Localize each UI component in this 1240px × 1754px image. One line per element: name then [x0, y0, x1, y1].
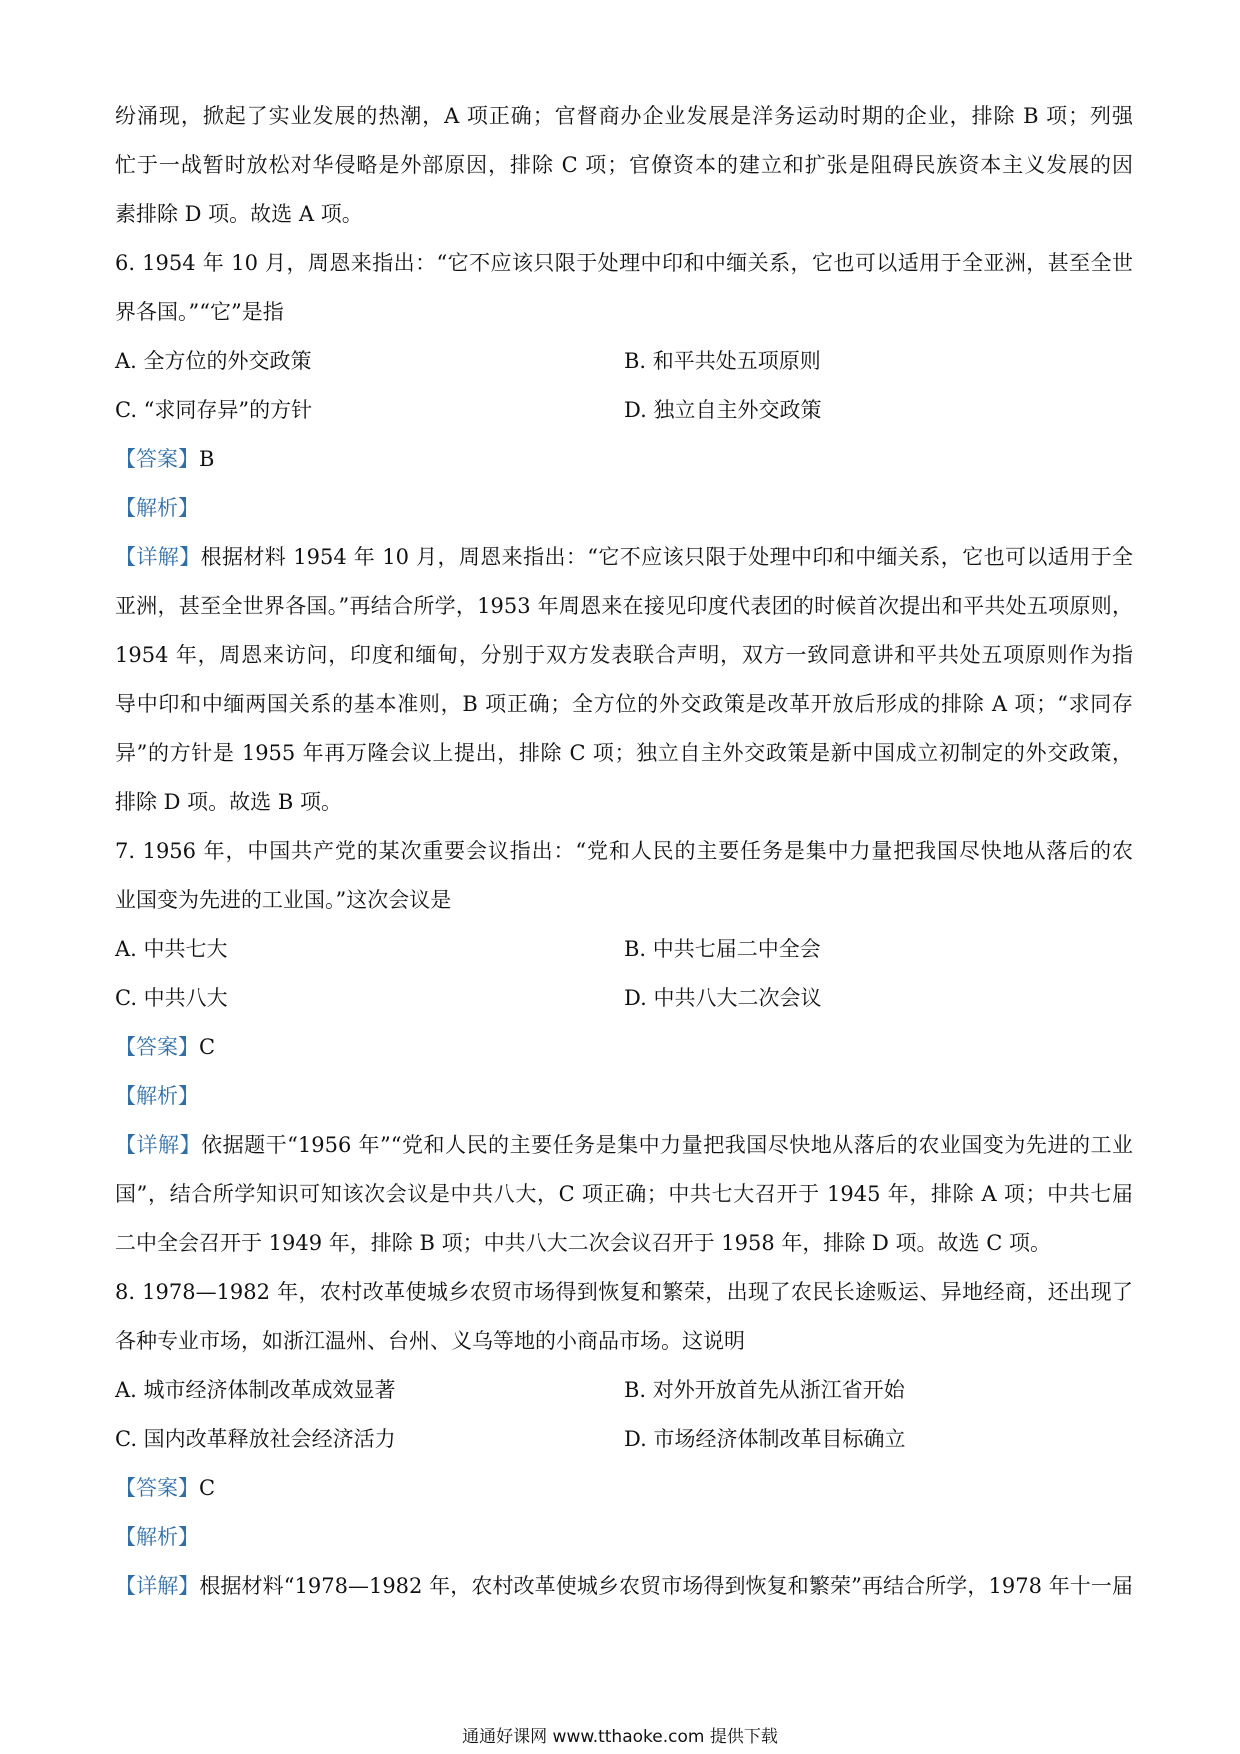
answer-line — [115, 435, 1133, 484]
question-stem: 8. 1978—1982 年，农村改革使城乡农贸市场得到恢复和繁荣，出现了农民长途贩运、异地经商，还出现了 — [115, 1280, 1133, 1304]
options-row — [115, 1366, 1133, 1415]
intro-line: 忙于一战暂时放松对华侵略是外部原因，排除 C 项；官僚资本的建立和扩张是阻碍民族资本主义发展的因 — [115, 153, 1133, 177]
analysis-line — [115, 1072, 1133, 1121]
detail-line: 导中印和中缅两国关系的基本准则，B 项正确；全方位的外交政策是改革开放后形成的排除 A 项；“求同存 — [115, 692, 1133, 716]
question-stem: 业国变为先进的工业国。”这次会议是 — [115, 888, 452, 912]
analysis-line — [115, 1513, 1133, 1562]
question-stem: 各种专业市场，如浙江温州、台州、义乌等地的小商品市场。这说明 — [115, 1329, 745, 1353]
detail-text: 根据材料“1978—1982 年，农村改革使城乡农贸市场得到恢复和繁荣”再结合所学，1978 年十一届 — [199, 1574, 1133, 1598]
question-stem: 7. 1956 年，中国共产党的某次重要会议指出：“党和人民的主要任务是集中力量把我国尽快地从落后的农 — [115, 839, 1133, 863]
option-d: D. 中共八大二次会议 — [624, 986, 822, 1010]
answer-label: 【答案】 — [115, 1035, 199, 1059]
page-footer: 通通好课网 www.tthaoke.com 提供下载 — [462, 1727, 778, 1747]
analysis-label: 【解析】 — [115, 496, 199, 520]
detail-label: 【详解】 — [115, 1574, 200, 1598]
option-b: B. 和平共处五项原则 — [624, 349, 821, 373]
detail-text: 依据题干“1956 年”“党和人民的主要任务是集中力量把我国尽快地从落后的农业国变为先进的工业 — [201, 1133, 1133, 1157]
detail-line — [115, 1121, 1133, 1170]
detail-line: 1954 年，周恩来访问，印度和缅甸，分别于双方发表联合声明，双方一致同意讲和平共处五项原则作为指 — [115, 643, 1133, 667]
option-a: A. 中共七大 — [115, 937, 228, 961]
detail-label: 【详解】 — [115, 545, 201, 569]
detail-line — [115, 533, 1133, 582]
detail-line: 国”，结合所学知识可知该次会议是中共八大，C 项正确；中共七大召开于 1945 年，排除 A 项；中共七届 — [115, 1182, 1133, 1206]
detail-label: 【详解】 — [115, 1133, 202, 1157]
detail-line: 亚洲，甚至全世界各国。”再结合所学，1953 年周恩来在接见印度代表团的时候首次提出和平共处五项原则， — [115, 594, 1133, 618]
detail-text: 根据材料 1954 年 10 月，周恩来指出：“它不应该只限于处理中印和中缅关系，它也可以适用于全 — [200, 545, 1133, 569]
options-row — [115, 337, 1133, 386]
answer-line — [115, 1023, 1133, 1072]
question-stem: 6. 1954 年 10 月，周恩来指出：“它不应该只限于处理中印和中缅关系，它也可以适用于全亚洲，甚至全世 — [115, 251, 1133, 275]
analysis-label: 【解析】 — [115, 1525, 199, 1549]
answer-value: B — [199, 447, 215, 471]
option-c: C. 国内改革释放社会经济活力 — [115, 1427, 396, 1451]
detail-line: 排除 D 项。故选 B 项。 — [115, 790, 342, 814]
analysis-line — [115, 484, 1133, 533]
options-row — [115, 974, 1133, 1023]
page-content — [115, 92, 1133, 1611]
detail-line — [115, 1562, 1133, 1611]
analysis-label: 【解析】 — [115, 1084, 199, 1108]
intro-line: 素排除 D 项。故选 A 项。 — [115, 202, 363, 226]
options-row — [115, 386, 1133, 435]
question-6 — [115, 239, 1133, 827]
options-row — [115, 925, 1133, 974]
intro-line: 纷涌现，掀起了实业发展的热潮，A 项正确；官督商办企业发展是洋务运动时期的企业，排除 B 项；列强 — [115, 104, 1133, 128]
question-7 — [115, 827, 1133, 1268]
option-b: B. 中共七届二中全会 — [624, 937, 821, 961]
answer-value: C — [199, 1476, 216, 1500]
option-c: C. 中共八大 — [115, 986, 228, 1010]
answer-label: 【答案】 — [115, 1476, 199, 1500]
answer-label: 【答案】 — [115, 447, 199, 471]
option-a: A. 城市经济体制改革成效显著 — [115, 1378, 396, 1402]
question-stem: 界各国。”“它”是指 — [115, 300, 284, 324]
option-a: A. 全方位的外交政策 — [115, 349, 312, 373]
answer-line — [115, 1464, 1133, 1513]
option-d: D. 市场经济体制改革目标确立 — [624, 1427, 906, 1451]
question-8 — [115, 1268, 1133, 1611]
option-d: D. 独立自主外交政策 — [624, 398, 822, 422]
detail-line: 二中全会召开于 1949 年，排除 B 项；中共八大二次会议召开于 1958 年，排除 D 项。故选 C 项。 — [115, 1231, 1051, 1255]
answer-value: C — [199, 1035, 216, 1059]
option-c: C. “求同存异”的方针 — [115, 398, 313, 422]
detail-line: 异”的方针是 1955 年再万隆会议上提出，排除 C 项；独立自主外交政策是新中国成立初制定的外交政策， — [115, 741, 1133, 765]
options-row — [115, 1415, 1133, 1464]
option-b: B. 对外开放首先从浙江省开始 — [624, 1378, 905, 1402]
